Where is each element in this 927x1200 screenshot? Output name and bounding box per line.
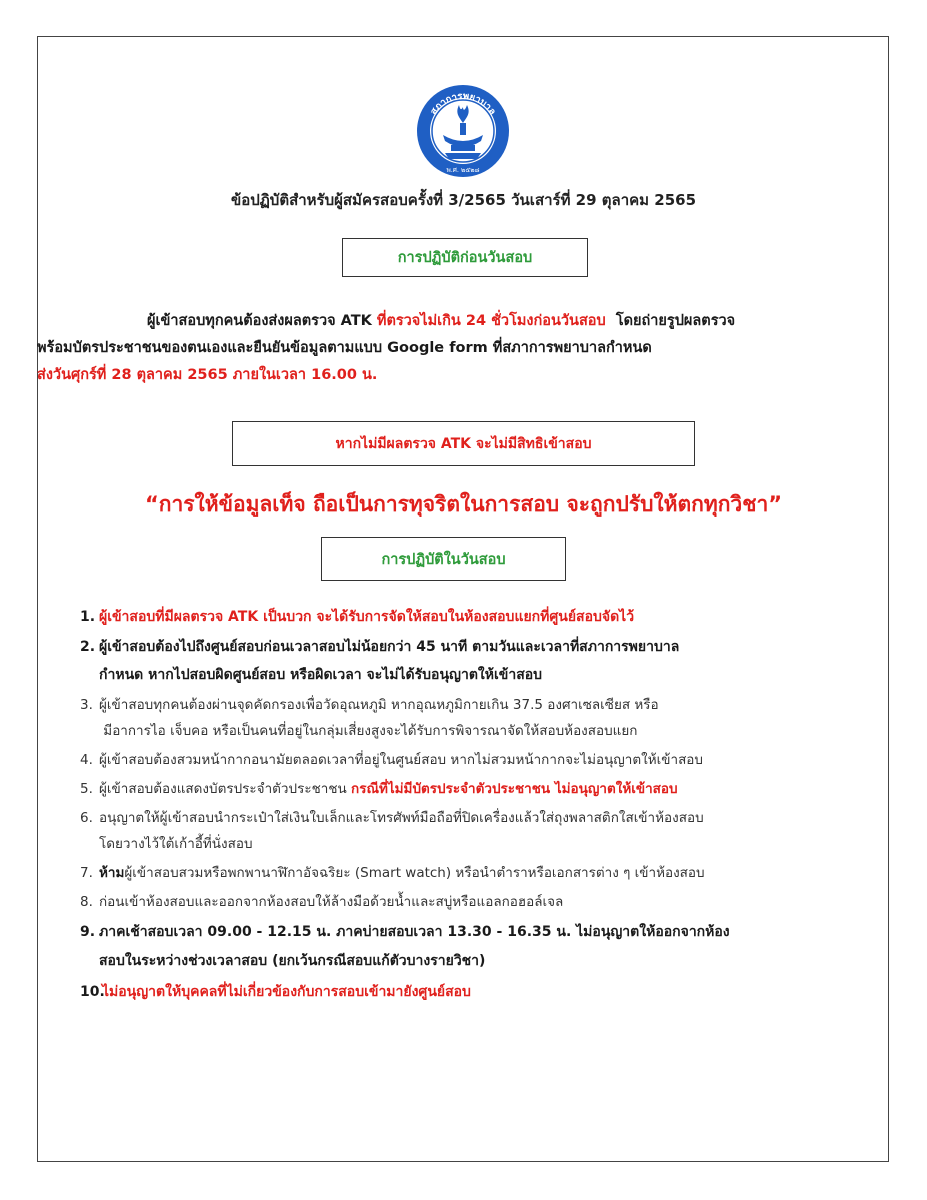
document-title: ข้อปฏิบัติสำหรับผู้สมัครสอบครั้งที่ 3/2565 วันเสาร์ที่ 29 ตุลาคม 2565 (230, 191, 697, 209)
para-line-1-a: ผู้เข้าสอบทุกคนต้องส่งผลตรวจ ATK (147, 313, 377, 329)
para-line-3: ส่งวันศุกร์ที่ 28 ตุลาคม 2565 ภายในเวลา 16.00 น. (37, 367, 378, 383)
rule-text-line-1: ผู้เข้าสอบต้องไปถึงศูนย์สอบก่อนเวลาสอบไม่น้อยกว่า 45 นาที ตามวันและเวลาที่สภาการพยาบาล (99, 639, 680, 655)
rule-number: 1. (80, 609, 96, 625)
rule-number: 8. (80, 894, 93, 910)
rule-number: 4. (80, 752, 93, 768)
logo-text-top: สภาการพยาบาล (428, 90, 498, 118)
exam-day-rules (80, 604, 900, 1005)
rule-text: ผู้เข้าสอบต้องสวมหน้ากากอนามัยตลอดเวลาที่อยู่ในศูนย์สอบ หากไม่สวมหน้ากากจะไม่อนุญาตให้เข้าสอบ (99, 752, 703, 768)
rule-text: ผู้เข้าสอบที่มีผลตรวจ ATK เป็นบวก จะได้รับการจัดให้สอบในห้องสอบแยกที่ศูนย์สอบจัดไว้ (99, 609, 635, 625)
rule-text-line-2: มีอาการไอ เจ็บคอ หรือเป็นคนที่อยู่ในกลุ่มเสี่ยงสูงจะได้รับการพิจารณาจัดให้สอบห้องสอบแยก (99, 723, 638, 739)
rule-text: ผู้เข้าสอบต้องแสดงบัตรประจำตัวประชาชน (99, 781, 352, 797)
para-line-2: พร้อมบัตรประชาชนของตนเองและยืนยันข้อมูลตามแบบ Google form ที่สภาการพยาบาลกำหนด (37, 340, 652, 356)
para-line-1-highlight: ที่ตรวจไม่เกิน 24 ชั่วโมงก่อนวันสอบ (376, 313, 606, 329)
rule-6 (80, 805, 900, 857)
rule-number: 5. (80, 781, 93, 797)
rule-text: ไม่อนุญาตให้บุคคลที่ไม่เกี่ยวข้องกับการสอบเข้ามายังศูนย์สอบ (102, 984, 471, 1000)
rule-number: 9. (80, 924, 96, 940)
rule-10 (80, 979, 900, 1005)
exam-day-heading: การปฏิบัติในวันสอบ (321, 537, 566, 581)
rule-5 (80, 776, 900, 802)
rule-3 (80, 692, 900, 744)
rule-text-highlight: กรณีที่ไม่มีบัตรประจำตัวประชาชน ไม่อนุญาตให้เข้าสอบ (351, 781, 678, 797)
rule-text-prohibit: ห้าม (99, 865, 125, 881)
rule-text-line-2: โดยวางไว้ใต้เก้าอี้ที่นั่งสอบ (99, 836, 253, 852)
before-exam-heading: การปฏิบัติก่อนวันสอบ (342, 238, 588, 277)
rule-text-line-1: ภาคเช้าสอบเวลา 09.00 - 12.15 น. ภาคบ่ายสอบเวลา 13.30 - 16.35 น. ไม่อนุญาตให้ออกจากห้อง (99, 924, 730, 940)
rule-text-line-1: ผู้เข้าสอบทุกคนต้องผ่านจุดคัดกรองเพื่อวัดอุณหภูมิ หากอุณหภูมิกายเกิน 37.5 องศาเซลเซียส หรือ (99, 697, 659, 713)
rule-4 (80, 747, 900, 773)
rule-9 (80, 918, 900, 976)
rule-number: 7. (80, 865, 93, 881)
para-line-1 (37, 308, 897, 335)
rule-text: ก่อนเข้าห้องสอบและออกจากห้องสอบให้ล้างมือด้วยน้ำและสบู่หรือแอลกอฮอล์เจล (99, 894, 564, 910)
rule-text-line-2: กำหนด หากไปสอบผิดศูนย์สอบ หรือผิดเวลา จะไม่ได้รับอนุญาตให้เข้าสอบ (99, 667, 543, 683)
rule-7 (80, 860, 900, 886)
rule-2 (80, 633, 900, 689)
logo-text-bottom: พ.ศ. ๒๕๒๘ (446, 166, 480, 174)
false-info-warning: “การให้ข้อมูลเท็จ ถือเป็นการทุจริตในการสอบ จะถูกปรับให้ตกทุกวิชา” (144, 492, 783, 516)
rule-1 (80, 604, 900, 630)
para-line-1-c: โดยถ่ายรูปผลตรวจ (605, 313, 736, 329)
rule-number: 2. (80, 639, 96, 655)
rule-text-line-1: อนุญาตให้ผู้เข้าสอบนำกระเป๋าใส่เงินใบเล็กและโทรศัพท์มือถือที่ปิดเครื่องแล้วใส่ถุงพลาสติกใสเข้าห้องสอบ (99, 810, 704, 826)
rule-text: ผู้เข้าสอบสวมหรือพกพานาฬิกาอัจฉริยะ (Smart watch) หรือนำตำราหรือเอกสารต่าง ๆ เข้าห้องสอบ (124, 865, 705, 881)
atk-warning-box: หากไม่มีผลตรวจ ATK จะไม่มีสิทธิเข้าสอบ (232, 421, 695, 466)
rule-number: 3. (80, 697, 93, 713)
rule-8 (80, 889, 900, 915)
rule-number: 6. (80, 810, 93, 826)
before-exam-paragraph (37, 308, 897, 389)
nursing-council-logo (415, 83, 511, 179)
rule-number: 10. (80, 984, 105, 1000)
rule-text-line-2: สอบในระหว่างช่วงเวลาสอบ (ยกเว้นกรณีสอบแก้ตัวบางรายวิชา) (99, 953, 486, 969)
